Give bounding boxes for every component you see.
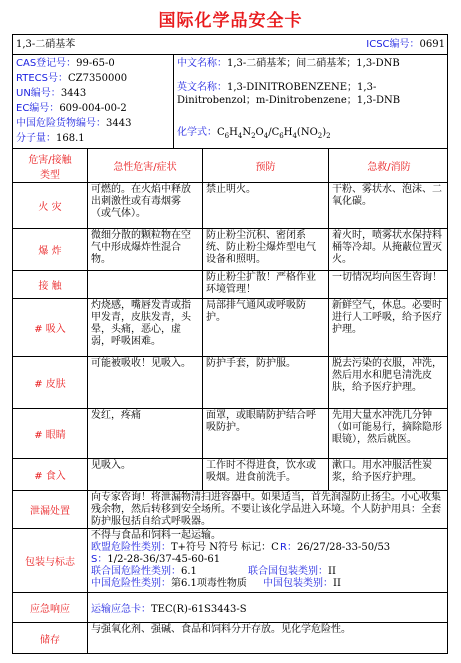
hazard-type: # 眼睛 bbox=[34, 430, 66, 441]
symptom-cell: 灼烧感，嘴唇发青或指甲发青，皮肤发青，头晕，头痛，恶心，虚弱，呼吸困难。 bbox=[87, 299, 202, 356]
emergency-label: 应急响应 bbox=[30, 604, 70, 615]
first-aid-cell: 着火时，喷雾状水保持料桶等冷却。从掩蔽位置灭火。 bbox=[328, 229, 449, 270]
packaging-row bbox=[13, 529, 447, 593]
hazard-row-exposure bbox=[13, 271, 447, 299]
prevention-cell: 局部排气通风或呼吸防护。 bbox=[202, 299, 328, 356]
first-aid-cell: 新鲜空气，休息。必要时进行人工呼吸，给予医疗护理。 bbox=[328, 299, 449, 356]
hazard-type: 火 灾 bbox=[38, 202, 62, 213]
hazard-type: # 皮肤 bbox=[34, 379, 66, 390]
first-aid-cell: 一切情况均向医生咨询！ bbox=[328, 271, 449, 298]
prevention-cell: 防护手套，防护服。 bbox=[202, 357, 328, 408]
card-header-row bbox=[13, 35, 447, 55]
english-name: 英文名称：1,3-DINITROBENZENE；1,3- bbox=[177, 82, 377, 93]
header-prevention: 预防 bbox=[202, 149, 328, 182]
r-phrases: R：26/27/28-33-50/53 bbox=[280, 542, 391, 553]
storage-text: 与强氧化剂、强碱、食品和饲料分开存放。见化学危险性。 bbox=[87, 623, 449, 653]
chemical-name: 1,3-二硝基苯 bbox=[16, 39, 76, 50]
identifiers-column bbox=[13, 55, 173, 148]
header-symptoms: 急性危害/症状 bbox=[87, 149, 202, 182]
hazard-type: 接 触 bbox=[38, 281, 62, 292]
prevention-cell: 工作时不得进食，饮水或吸烟。进食前洗手。 bbox=[202, 459, 328, 490]
transport-emergency-card: 运输应急卡：TEC(R)-61S3443-S bbox=[91, 604, 247, 615]
hazard-row-eyes bbox=[13, 409, 447, 459]
spill-label: 泄漏处置 bbox=[30, 506, 70, 517]
prevention-cell: 防止粉尘扩散！严格作业环境管理！ bbox=[202, 271, 328, 298]
chinese-name: 中文名称：1,3-二硝基苯；间二硝基苯；1,3-DNB bbox=[177, 58, 400, 69]
symptom-cell: 可能被吸收！见吸入。 bbox=[87, 357, 202, 408]
hazard-row-skin bbox=[13, 357, 447, 409]
hazard-type: 爆 炸 bbox=[38, 246, 62, 257]
chemical-formula: 化学式：$C_6H_4N_2O_4/C_6H_4(NO_2)_2$ bbox=[177, 127, 331, 140]
storage-row bbox=[13, 623, 447, 653]
hazard-row-fire bbox=[13, 183, 447, 229]
packaging-details bbox=[87, 529, 449, 592]
s-phrases: S：1/2-28-36/37-45-60-61 bbox=[91, 554, 221, 565]
un-number: UN编号：3443 bbox=[16, 88, 87, 99]
symptom-cell bbox=[87, 271, 202, 298]
packaging-label: 包装与标志 bbox=[25, 557, 75, 568]
prevention-cell: 防止粉尘沉积、密闭系统、防止粉尘爆炸型电气设备和照明。 bbox=[202, 229, 328, 270]
rtecs-number: RTECS号：CZ7350000 bbox=[16, 73, 128, 84]
cas-number: CAS登记号：99-65-0 bbox=[16, 58, 115, 69]
prevention-cell: 禁止明火。 bbox=[202, 183, 328, 228]
transport-note: 不得与食品和饲料一起运输。 bbox=[91, 530, 221, 541]
hazard-row-explosion bbox=[13, 229, 447, 271]
china-dangerous-goods-number: 中国危险货物编号：3443 bbox=[16, 118, 132, 129]
un-hazard-class: 联合国危险性类别：6.1 bbox=[91, 566, 197, 577]
eu-classification: 欧盟危险性类别：T+符号 N符号 标记：C bbox=[91, 542, 279, 553]
spill-disposal-row bbox=[13, 491, 447, 529]
symptom-cell: 可燃的。在火焰中释放出刺激性或有毒烟雾（或气体）。 bbox=[87, 183, 202, 228]
emergency-details bbox=[87, 593, 449, 622]
names-column bbox=[173, 55, 449, 148]
first-aid-cell: 干粉、雾状水、泡沫、二氧化碳。 bbox=[328, 183, 449, 228]
header-hazard-type: 危害/接触类型 bbox=[28, 154, 72, 181]
cn-packing-group: 中国包装类别：II bbox=[263, 578, 341, 589]
first-aid-cell: 先用大量水冲洗几分钟（如可能易行，摘除隐形眼镜），然后就医。 bbox=[328, 409, 449, 458]
symptom-cell: 微细分散的颗粒物在空气中形成爆炸性混合物。 bbox=[87, 229, 202, 270]
hazard-type: # 食入 bbox=[34, 471, 66, 482]
hazard-row-ingestion bbox=[13, 459, 447, 491]
symptom-cell: 见吸入。 bbox=[87, 459, 202, 490]
ec-number: EC编号：609-004-00-2 bbox=[16, 103, 127, 114]
safety-card bbox=[12, 34, 448, 654]
molecular-weight: 分子量：168.1 bbox=[16, 133, 85, 144]
hazard-table-header bbox=[13, 149, 447, 183]
english-name-continued: Dinitrobenzol；m-Dinitrobenzene；1,3-DNB bbox=[177, 95, 401, 106]
identification-block bbox=[13, 55, 447, 149]
first-aid-cell: 脱去污染的衣服，冲洗，然后用水和肥皂清洗皮肤，给予医疗护理。 bbox=[328, 357, 449, 408]
storage-label: 储存 bbox=[40, 634, 60, 646]
emergency-row bbox=[13, 593, 447, 623]
hazard-type: # 吸入 bbox=[34, 324, 66, 335]
prevention-cell: 面罩，或眼睛防护结合呼吸防护。 bbox=[202, 409, 328, 458]
first-aid-cell: 漱口。用水冲服活性炭浆，给予医疗护理。 bbox=[328, 459, 449, 490]
spill-text: 向专家咨询！将泄漏物清扫进容器中。如果适当，首先润湿防止扬尘。小心收集残余物，然后转移到安全场所。不要让该化学品进入环境。个人防护用具：全套防护服包括自给式呼吸器。 bbox=[87, 491, 449, 528]
hazard-row-inhalation bbox=[13, 299, 447, 357]
cn-hazard-class: 中国危险性类别：第6.1项毒性物质 bbox=[91, 578, 247, 589]
icsc-number: ICSC编号：0691 bbox=[366, 39, 445, 50]
card-title: 国际化学品安全卡 bbox=[158, 11, 303, 31]
header-first-aid: 急救/消防 bbox=[328, 149, 449, 182]
un-packing-group: 联合国包装类别：II bbox=[248, 566, 336, 577]
symptom-cell: 发红，疼痛 bbox=[87, 409, 202, 458]
